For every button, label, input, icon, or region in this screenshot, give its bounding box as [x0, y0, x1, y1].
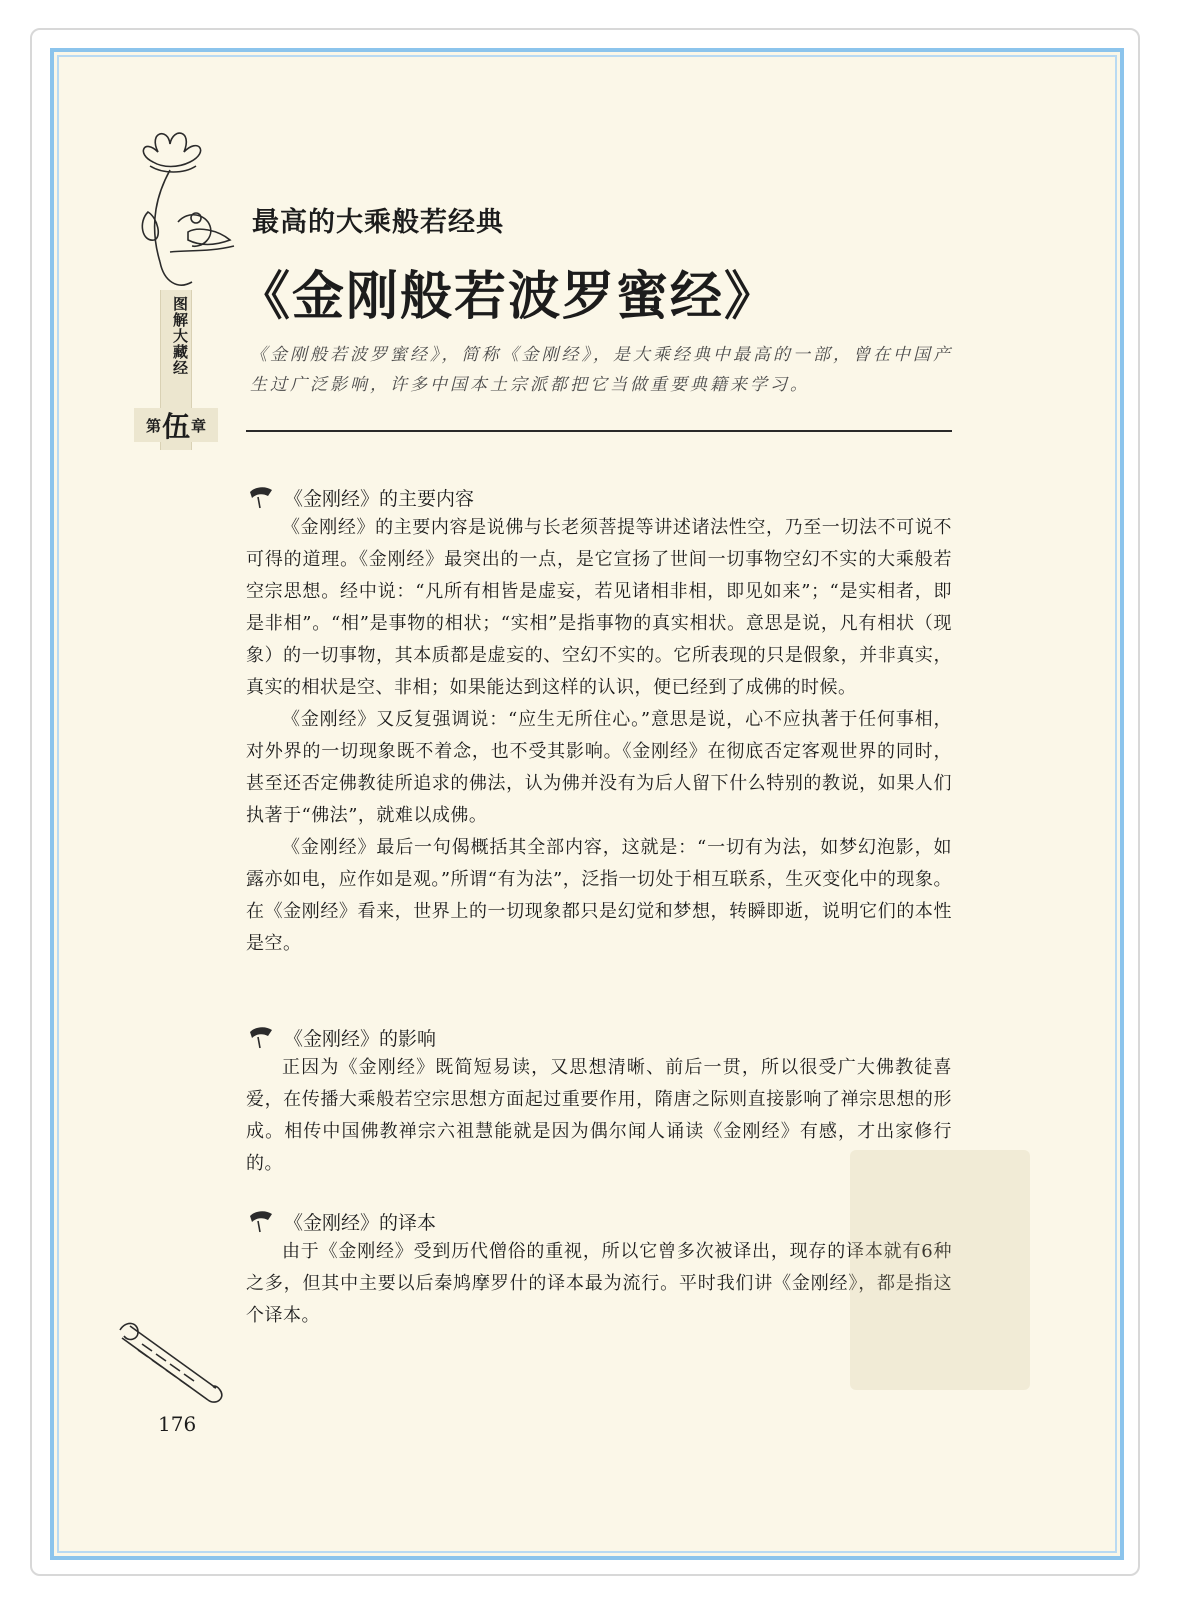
section-heading-text: 《金刚经》的主要内容: [284, 487, 475, 510]
intro-text: 《金刚般若波罗蜜经》，简称《金刚经》，是大乘经典中最高的一部，曾在中国产生过广泛影响，许多中国本土宗派都把它当做重要典籍来学习。: [250, 345, 953, 395]
lotus-figure-icon: [118, 122, 248, 294]
section-heading: [246, 482, 952, 512]
seal-watermark-icon: [840, 1140, 1040, 1400]
section-main-content: [246, 482, 952, 960]
page-title: 《金刚般若波罗蜜经》: [238, 266, 779, 327]
divider: [246, 430, 952, 432]
section-heading-text: 《金刚经》的译本: [284, 1211, 437, 1234]
page-number: 176: [158, 1412, 197, 1436]
chapter-number: 伍: [161, 410, 190, 443]
book-title-vertical: 图解大藏经: [171, 296, 189, 376]
scroll-bullet-icon: [246, 1024, 274, 1050]
scroll-bullet-icon: [246, 1208, 274, 1234]
chapter-suffix: 章: [191, 416, 207, 435]
paragraph: 正因为《金刚经》既简短易读，又思想清晰、前后一贯，所以很受广大佛教徒喜爱，在传播大乘般若空宗思想方面起过重要作用，隋唐之际则直接影响了禅宗思想的形成。相传中国佛教禅宗六祖慧能就是因为偶尔闻人诵读《金刚经》有感，才出家修行的。: [246, 1057, 952, 1174]
paragraph: 《金刚经》最后一句偈概括其全部内容，这就是：“一切有为法，如梦幻泡影，如露亦如电，应作如是观。”所谓“有为法”，泛指一切处于相互联系，生灭变化中的现象。在《金刚经》看来，世界上的一切现象都只是幻觉和梦想，转瞬即逝，说明它们的本性是空。: [246, 837, 952, 954]
section-heading: [246, 1022, 952, 1052]
paragraph: 由于《金刚经》受到历代僧俗的重视，所以它曾多次被译出，现存的译本就有6种之多，但其中主要以后秦鸠摩罗什的译本最为流行。平时我们讲《金刚经》，都是指这个译本。: [246, 1241, 952, 1326]
scroll-decoration-icon: [112, 1316, 228, 1408]
paragraph: 《金刚经》又反复强调说：“应生无所住心。”意思是说，心不应执著于任何事相，对外界的一切现象既不着念，也不受其影响。《金刚经》在彻底否定客观世界的同时，甚至还否定佛教徒所追求的佛法，认为佛并没有为后人留下什么特别的教说，如果人们执著于“佛法”，就难以成佛。: [246, 709, 952, 826]
paragraph: 《金刚经》的主要内容是说佛与长老须菩提等讲述诸法性空，乃至一切法不可说不可得的道理。《金刚经》最突出的一点，是它宣扬了世间一切事物空幻不实的大乘般若空宗思想。经中说：“凡所有相皆是虚妄，若见诸相非相，即见如来”；“是实相者，即是非相”。“相”是事物的相状；“实相”是指事物的真实相状。意思是说，凡有相状（现象）的一切事物，其本质都是虚妄的、空幻不实的。它所表现的只是假象，并非真实，真实的相状是空、非相；如果能达到这样的认识，便已经到了成佛的时候。: [246, 517, 952, 698]
scroll-bullet-icon: [246, 484, 274, 510]
section-heading-text: 《金刚经》的影响: [284, 1027, 437, 1050]
chapter-prefix: 第: [145, 416, 161, 435]
page-subtitle: 最高的大乘般若经典: [252, 207, 504, 238]
chapter-label: [134, 408, 218, 442]
